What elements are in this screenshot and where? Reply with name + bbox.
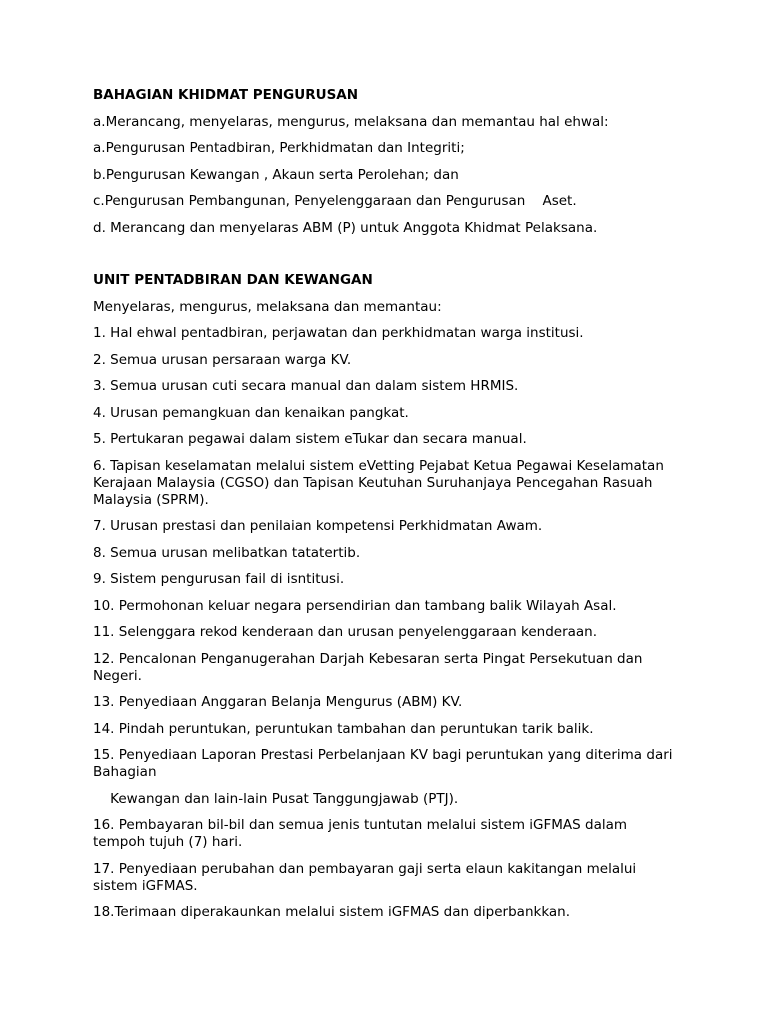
document-page [93, 87, 683, 931]
list-item: 7. Urusan prestasi dan penilaian kompetensi Perkhidmatan Awam. [93, 518, 543, 534]
section-spacer [93, 246, 683, 272]
list-item: 14. Pindah peruntukan, peruntukan tambahan dan peruntukan tarik balik. [93, 720, 594, 737]
section-heading: UNIT PENTADBIRAN DAN KEWANGAN [93, 272, 373, 288]
paragraph: Menyelaras, mengurus, melaksana dan memantau: [93, 298, 442, 315]
list-item: 13. Penyediaan Anggaran Belanja Mengurus (ABM) KV. [93, 694, 463, 710]
list-item: 17. Penyediaan perubahan dan pembayaran gaji serta elaun kakitangan melalui sistem iGFMAS. [93, 860, 641, 894]
list-item: 4. Urusan pemangkuan dan kenaikan pangkat. [93, 404, 409, 421]
paragraph: a.Merancang, menyelaras, mengurus, melaksana dan memantau hal ehwal: [93, 113, 609, 130]
list-item: 6. Tapisan keselamatan melalui sistem eVetting Pejabat Ketua Pegawai Keselamatan Kerajaan Malaysia (CGSO) dan Tapisan Keutuhan Suruhanjaya Pencegahan Rasuah Malaysia (SPRM). [93, 457, 669, 508]
paragraph: c.Pengurusan Pembangunan, Penyelenggaraan dan Pengurusan Aset. [93, 193, 577, 209]
list-item: 15. Penyediaan Laporan Prestasi Perbelanjaan KV bagi peruntukan yang diterima dari Bahagian [93, 747, 677, 780]
list-item: 10. Permohonan keluar negara persendirian dan tambang balik Wilayah Asal. [93, 597, 617, 614]
list-item: 11. Selenggara rekod kenderaan dan urusan penyelenggaraan kenderaan. [93, 624, 598, 640]
section-heading: BAHAGIAN KHIDMAT PENGURUSAN [93, 87, 359, 103]
list-item: 16. Pembayaran bil-bil dan semua jenis tuntutan melalui sistem iGFMAS dalam tempoh tujuh (7) hari. [93, 817, 632, 850]
list-item: 12. Pencalonan Penganugerahan Darjah Kebesaran serta Pingat Persekutuan dan Negeri. [93, 650, 647, 684]
list-item: 2. Semua urusan persaraan warga KV. [93, 351, 352, 368]
paragraph: b.Pengurusan Kewangan , Akaun serta Perolehan; dan [93, 166, 459, 183]
list-item: Kewangan dan lain-lain Pusat Tanggungjawab (PTJ). [93, 790, 459, 807]
list-item: 1. Hal ehwal pentadbiran, perjawatan dan perkhidmatan warga institusi. [93, 325, 584, 341]
paragraph: a.Pengurusan Pentadbiran, Perkhidmatan dan Integriti; [93, 140, 465, 156]
list-item: 18.Terimaan diperakaunkan melalui sistem iGFMAS dan diperbankkan. [93, 904, 571, 920]
list-item: 3. Semua urusan cuti secara manual dan dalam sistem HRMIS. [93, 378, 519, 394]
list-item: 8. Semua urusan melibatkan tatatertib. [93, 544, 361, 561]
list-item: 9. Sistem pengurusan fail di isntitusi. [93, 571, 345, 587]
paragraph: d. Merancang dan menyelaras ABM (P) untuk Anggota Khidmat Pelaksana. [93, 219, 598, 236]
list-item: 5. Pertukaran pegawai dalam sistem eTukar dan secara manual. [93, 431, 527, 447]
